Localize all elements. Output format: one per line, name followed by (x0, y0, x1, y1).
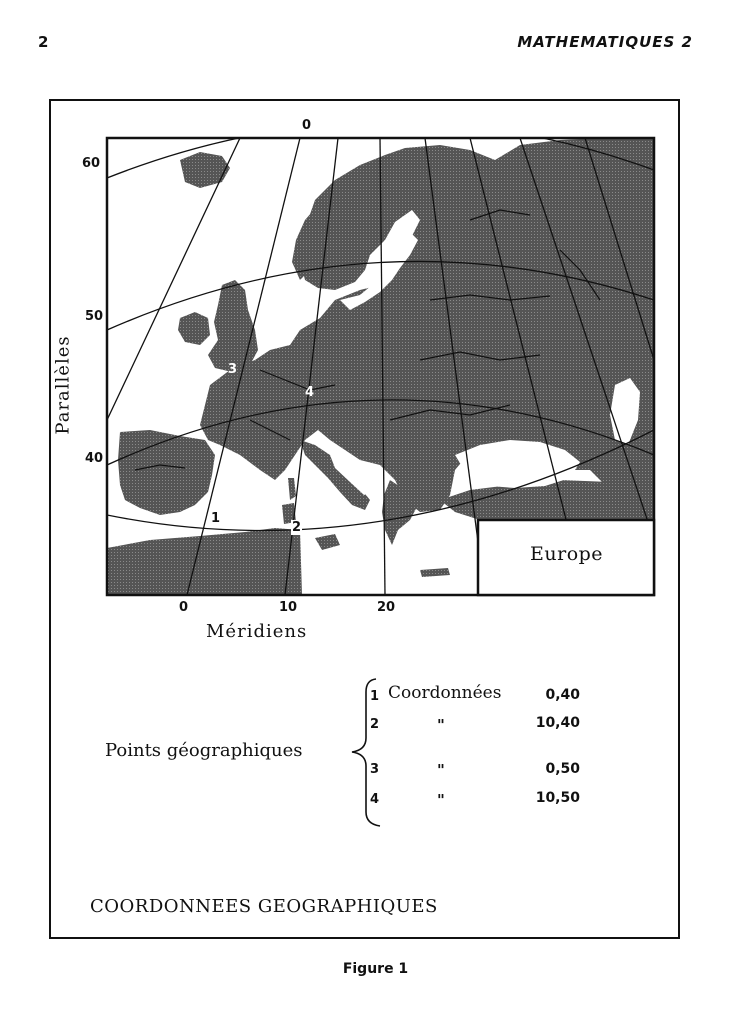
legend-item-num: 3 (370, 762, 380, 777)
running-title: MATHEMATIQUES 2 (517, 33, 693, 51)
legend-item-coords: 10,40 (535, 715, 580, 731)
meridians-axis-label: Méridiens (206, 621, 308, 642)
legend-item-coords: 0,50 (545, 761, 580, 777)
land-iberia (118, 430, 215, 515)
parallel-tick-60: 60 (82, 156, 101, 171)
legend-item-num: 1 (370, 689, 380, 704)
parallels-axis-label: Parallèles (52, 335, 74, 435)
legend-item-ditto: " (437, 716, 445, 734)
land-crete (420, 568, 450, 577)
legend-item-ditto: " (437, 791, 445, 809)
land-ireland (178, 312, 210, 345)
land-britain (208, 280, 258, 372)
land-north-africa (107, 528, 302, 595)
land-corsica (288, 478, 296, 500)
legend-item-ditto: " (437, 761, 445, 779)
meridian-tick-10: 10 (279, 600, 298, 615)
top-meridian-tick: 0 (302, 118, 312, 133)
map-title: Europe (530, 543, 604, 565)
meridian-tick-20: 20 (377, 600, 396, 615)
figure-caption: Figure 1 (342, 961, 409, 977)
map-point-1: 1 (211, 511, 221, 526)
map-point-4: 4 (305, 385, 315, 400)
legend-item-coords: 10,50 (535, 790, 580, 806)
page-number: 2 (38, 33, 49, 51)
map-point-3: 3 (228, 362, 238, 377)
legend-item-num: 2 (370, 717, 380, 732)
land-iceland (180, 152, 230, 188)
legend-item-num: 4 (370, 792, 380, 807)
legend-group-label: Points géographiques (105, 740, 303, 761)
parallel-tick-40: 40 (85, 451, 104, 466)
parallel-tick-50: 50 (85, 309, 104, 324)
map-point-2: 2 (292, 520, 302, 535)
legend-item-coords: 0,40 (545, 687, 580, 703)
meridian-tick-0: 0 (179, 600, 189, 615)
land-mainland (200, 138, 654, 512)
land-sicily (315, 534, 340, 550)
figure-title: COORDONNEES GEOGRAPHIQUES (90, 896, 438, 917)
legend-header: Coordonnées (388, 683, 502, 703)
